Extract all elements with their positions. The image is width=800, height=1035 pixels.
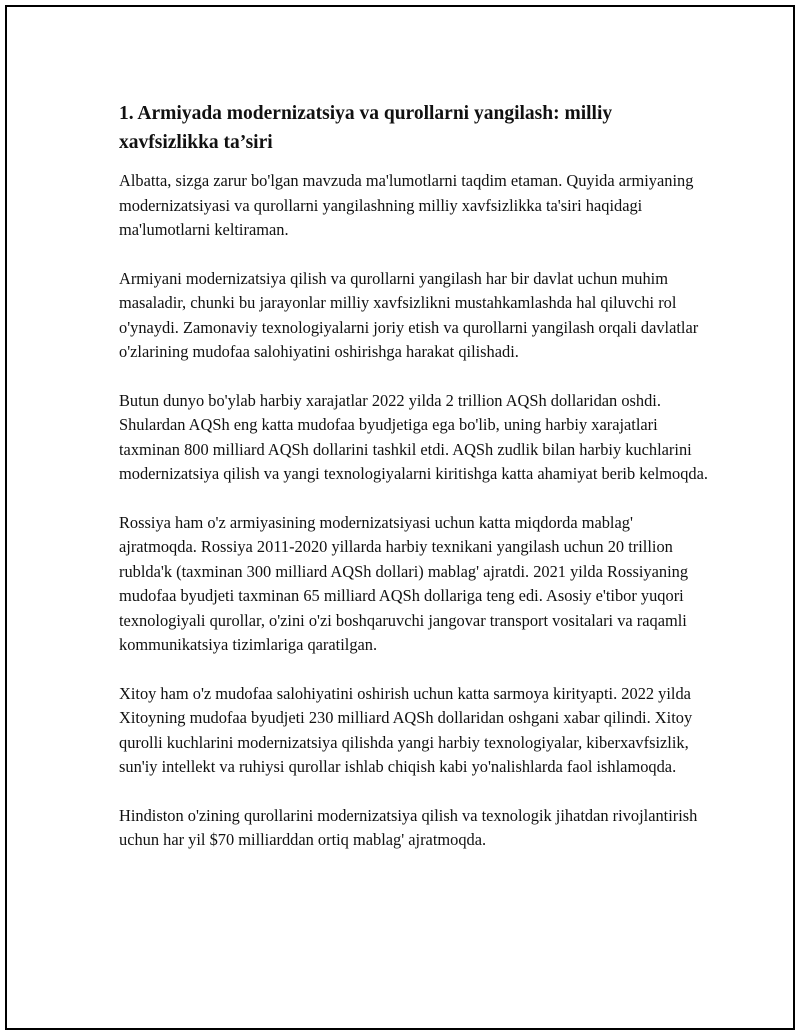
paragraph-russia: Rossiya ham o'z armiyasining modernizatsiyasi uchun katta miqdorda mablag' ajratmoqda. Rossiya 2011-2020 yillarda harbiy texnikani yangilash uchun 20 trillion rublda'k (taxminan 300 milliard AQSh dollari) mablag' ajratdi. 2021 yilda Rossiyaning mudofaa byudjeti taxminan 65 milliard AQSh dollariga teng edi. Asosiy e'tibor yuqori texnologiyali qurollar, o'zini o'zi boshqaruvchi jangovar transport vositalari va raqamli kommunikatsiya tizimlariga qaratilgan.	[119, 512, 689, 654]
page-frame	[5, 5, 795, 1030]
paragraph-usa: Butun dunyo bo'ylab harbiy xarajatlar 2022 yilda 2 trillion AQSh dollaridan oshdi. Shulardan AQSh eng katta mudofaa byudjetiga ega bo'lib, uning harbiy xarajatlari taxminan 800 milliard AQSh dollarini tashkil etdi. AQSh zudlik bilan harbiy kuchlarini modernizatsiya qilish va yangi texnologiyalarni kiritishga katta ahamiyat berib kelmoqda.	[119, 390, 708, 483]
paragraph-india: Hindiston o'zining qurollarini modernizatsiya qilish va texnologik jihatdan rivojlantirish uchun har yil $70 milliarddan ortiq mablag' ajratmoqda.	[119, 805, 698, 849]
paragraph-intro: Albatta, sizga zarur bo'lgan mavzuda ma'lumotlarni taqdim etaman. Quyida armiyaning modernizatsiyasi va qurollarni yangilashning milliy xavfsizlikka ta'siri haqidagi ma'lumotlarni keltiraman.	[119, 171, 694, 239]
paragraph-china: Xitoy ham o'z mudofaa salohiyatini oshirish uchun katta sarmoya kirityapti. 2022 yilda Xitoyning mudofaa byudjeti 230 milliard AQSh dollaridan oshgani xabar qilindi. Xitoy qurolli kuchlarini modernizatsiya qilishda yangi harbiy texnologiyalar, kiberxavfsizlik, sun'iy intellekt va ruhiysi qurollar ishlab chiqish kabi yo'nalishlarda faol ishlamoqda.	[119, 683, 693, 776]
paragraph-importance: Armiyani modernizatsiya qilish va qurollarni yangilash har bir davlat uchun muhim masaladir, chunki bu jarayonlar milliy xavfsizlikni mustahkamlashda hal qiluvchi rol o'ynaydi. Zamonaviy texnologiyalarni joriy etish va qurollarni yangilash orqali davlatlar o'zlarining mudofaa salohiyatini oshirishga harakat qilishadi.	[119, 268, 699, 361]
section-heading: 1. Armiyada modernizatsiya va qurollarni yangilash: milliy xavfsizlikka ta’siri	[119, 103, 613, 153]
document-body	[119, 99, 709, 853]
